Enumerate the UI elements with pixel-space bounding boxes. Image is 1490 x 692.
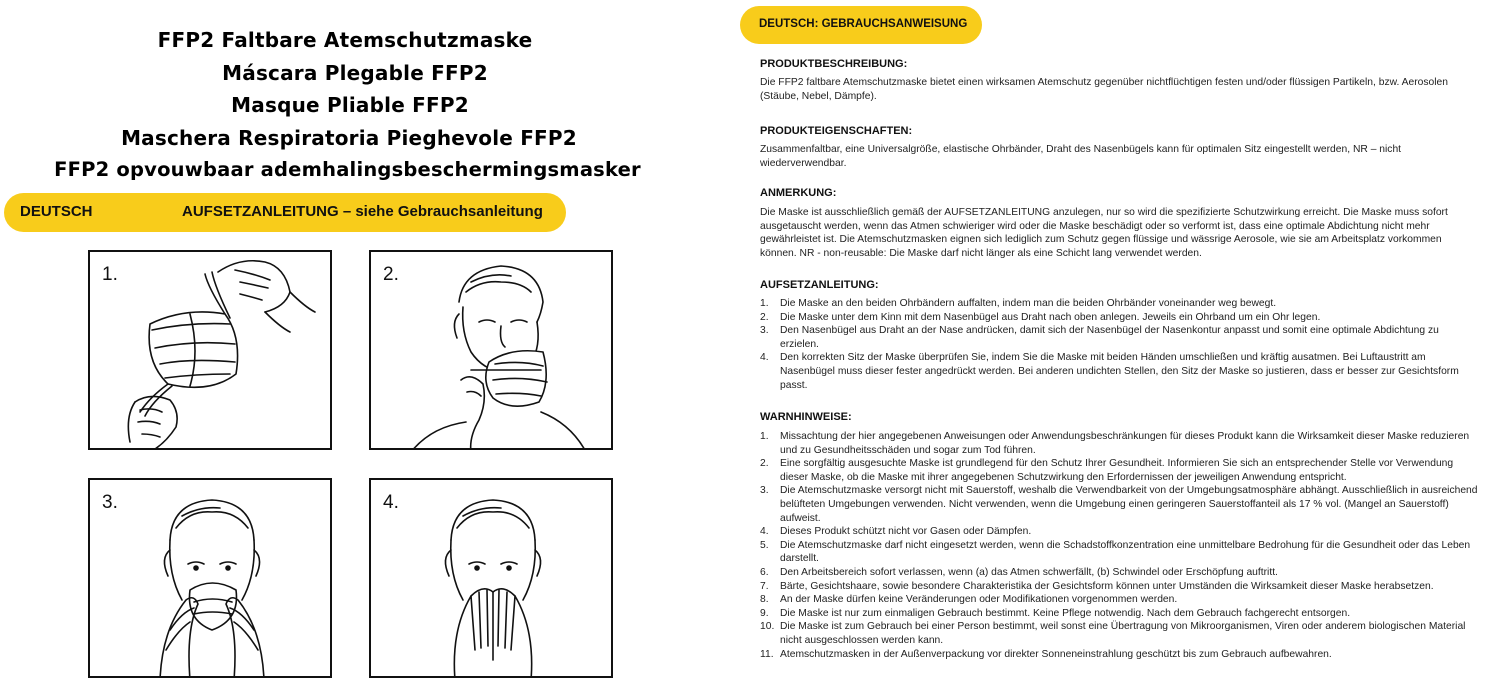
title-de: FFP2 Faltbare Atemschutzmaske xyxy=(157,28,533,52)
list-item: 6. Den Arbeitsbereich sofort verlassen, wenn (a) das Atmen schwerfällt, (b) Schwindel oder Erschöpfung auftritt. xyxy=(760,566,1278,578)
list-item: 5. Die Atemschutzmaske darf nicht eingesetzt werden, wenn die Schadstoffkonzentration eine unmittelbare Bedrohung für die Gesundheit oder das Leben darstellt. xyxy=(760,539,1471,565)
warnhinweise-list xyxy=(760,430,1480,661)
title-nl: FFP2 opvouwbaar ademhalingsbeschermingsmasker xyxy=(54,158,641,181)
step-4-illustration xyxy=(371,480,613,678)
section-text-anmerkung: Die Maske ist ausschließlich gemäß der AUFSETZANLEITUNG anzulegen, nur so wird die spezifizierte Schutzwirkung erreicht. Die Maske muss sofort ausgetauscht werden, wenn das Atmen schwieriger wird oder die Maske beschädigt oder so verformt ist, dass eine optimale Abdichtung nicht mehr gewährleistet ist. Die Atemschutzmasken eignen sich lediglich zum Schutz gegen flüssige und wässrige Aerosole, wie sie am Arbeitsplatz vorkommen können. NR - non-reusable: Die Maske darf nicht länger als eine Schicht lang verwendet werden. xyxy=(760,207,1448,259)
step-4-panel xyxy=(369,478,613,678)
section-heading-produktbeschreibung: PRODUKTBESCHREIBUNG: xyxy=(760,58,908,70)
step-3-panel xyxy=(88,478,332,678)
title-es: Máscara Plegable FFP2 xyxy=(222,60,488,85)
aufsetzanleitung-list xyxy=(760,297,1480,392)
banner-instruction: AUFSETZANLEITUNG – siehe Gebrauchsanleitung xyxy=(182,203,543,220)
section-heading-warnhinweise: WARNHINWEISE: xyxy=(760,411,852,423)
list-item: 8. An der Maske dürfen keine Veränderungen oder Modifikationen vorgenommen werden. xyxy=(760,594,1178,606)
section-heading-produkteigenschaften: PRODUKTEIGENSCHAFTEN: xyxy=(760,125,913,137)
list-item: 4. Dieses Produkt schützt nicht vor Gasen oder Dämpfen. xyxy=(760,526,1032,538)
left-page xyxy=(0,0,700,692)
usage-banner xyxy=(740,6,982,44)
product-titles xyxy=(0,24,700,187)
list-item: 7. Bärte, Gesichtshaare, sowie besondere Charakteristika der Gesichtsform können unter Umständen die Wirksamkeit dieser Maske herabsetzen. xyxy=(760,580,1434,592)
step-1-panel xyxy=(88,250,332,450)
right-page xyxy=(740,0,1490,692)
list-item: 11. Atemschutzmasken in der Außenverpackung vor direkter Sonneneinstrahlung geschützt bis zum Gebrauch aufbewahren. xyxy=(760,648,1332,660)
list-item: 9. Die Maske ist nur zum einmaligen Gebrauch bestimmt. Keine Pflege notwendig. Nach dem Gebrauch fachgerecht entsorgen. xyxy=(760,607,1351,619)
list-item: 10. Die Maske ist zum Gebrauch bei einer Person bestimmt, weil sonst eine Übertragung von Mikroorganismen, Viren oder anderem biologischen Material nicht ausgeschlossen werden kann. xyxy=(760,621,1466,646)
step-2-number: 2. xyxy=(383,264,399,285)
section-heading-anmerkung: ANMERKUNG: xyxy=(760,187,837,199)
list-item: 2. Die Maske unter dem Kinn mit dem Nasenbügel aus Draht nach oben anlegen. Jeweils ein Ohrband um ein Ohr legen. xyxy=(760,311,1321,323)
banner-language: DEUTSCH xyxy=(20,203,93,220)
step-1-number: 1. xyxy=(102,264,118,285)
step-2-panel xyxy=(369,250,613,450)
list-item: 1. Die Maske an den beiden Ohrbändern auffalten, indem man die beiden Ohrbänder voneinander weg bewegt. xyxy=(760,298,1277,309)
step-3-number: 3. xyxy=(102,492,118,513)
step-2-illustration xyxy=(371,252,613,450)
usage-banner-title: DEUTSCH: GEBRAUCHSANWEISUNG xyxy=(759,18,968,30)
list-item: 3. Den Nasenbügel aus Draht an der Nase andrücken, damit sich der Nasenbügel der Nasenkontur anpasst und somit eine optimale Abdichtung zu erzielen. xyxy=(760,325,1439,350)
step-3-illustration xyxy=(90,480,332,678)
title-fr: Masque Pliable FFP2 xyxy=(231,93,469,117)
list-item: 4. Den korrekten Sitz der Maske überprüfen Sie, indem Sie die Maske mit beiden Händen umschließen und kräftig ausatmen. Bei Luftaustritt am Nasenbügel muss dieser fester angedrückt werden. Bei anderen undichten Stellen, den Sitz der Maske so justieren, dass er besser zur Gesichtsform passt. xyxy=(760,352,1459,391)
title-it: Maschera Respiratoria Pieghevole FFP2 xyxy=(121,125,577,150)
section-text-produktbeschreibung: Die FFP2 faltbare Atemschutzmaske bietet einen wirksamen Atemschutz gegenüber nichtflüchtigen festen und/oder flüssigen Partikeln, bzw. Aerosolen (Stäube, Nebel, Dämpfe). xyxy=(760,77,1448,102)
list-item: 1. Missachtung der hier angegebenen Anweisungen oder Anwendungsbeschränkungen für dieses Produkt kann die Wirksamkeit dieser Maske reduzieren und zu Gesundheitsschäden und sogar zum Tod führen. xyxy=(760,431,1470,456)
list-item: 3. Die Atemschutzmaske versorgt nicht mit Sauerstoff, weshalb die Verwendbarkeit von der Umgebungsatmosphäre abhängt. Ausschließlich in ausreichend belüfteten Umgebungen verwenden. Nicht verwenden, wenn die Umgebung einen geringeren Sauerstoffanteil als 17 % vol. (Mangel an Sauerstoff) aufweist. xyxy=(760,485,1478,524)
instruction-banner xyxy=(4,193,566,232)
section-text-produkteigenschaften: Zusammenfaltbar, eine Universalgröße, elastische Ohrbänder, Draht des Nasenbügels kann für optimalen Sitz eingestellt werden, NR – nicht wiederverwendbar. xyxy=(760,144,1402,169)
section-heading-aufsetzanleitung: AUFSETZANLEITUNG: xyxy=(760,279,879,291)
step-1-illustration xyxy=(90,252,332,450)
list-item: 2. Eine sorgfältig ausgesuchte Maske ist grundlegend für den Schutz Ihrer Gesundheit. Informieren Sie sich an entsprechender Stelle vor Verwendung dieser Maske, ob die Maske mit ihrer angegebenen Schutzwirkung den Erfordernissen der jeweiligen Anwendung entspricht. xyxy=(760,458,1454,483)
step-4-number: 4. xyxy=(383,492,399,513)
